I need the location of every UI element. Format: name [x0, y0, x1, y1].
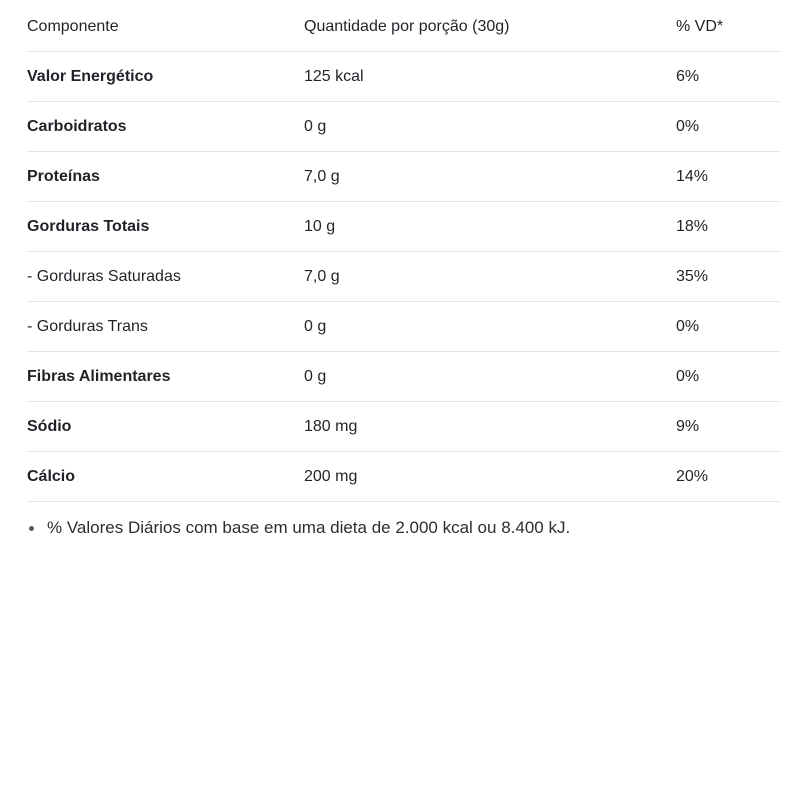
bullet-icon — [29, 526, 34, 531]
row-daily-value: 0% — [676, 352, 780, 402]
row-daily-value: 9% — [676, 402, 780, 452]
row-daily-value: 35% — [676, 252, 780, 302]
row-component: - Gorduras Saturadas — [27, 252, 304, 302]
row-daily-value: 20% — [676, 452, 780, 502]
row-amount: 7,0 g — [304, 252, 676, 302]
header-amount: Quantidade por porção (30g) — [304, 2, 676, 52]
table-row — [27, 52, 780, 102]
footnote-list — [27, 518, 570, 538]
row-daily-value: 0% — [676, 102, 780, 152]
table-body — [27, 52, 780, 502]
table-header — [27, 2, 780, 52]
table-row — [27, 202, 780, 252]
table-row — [27, 102, 780, 152]
header-component: Componente — [27, 2, 304, 52]
header-row — [27, 2, 780, 52]
row-amount: 180 mg — [304, 402, 676, 452]
table-row — [27, 352, 780, 402]
row-amount: 200 mg — [304, 452, 676, 502]
row-component: Carboidratos — [27, 102, 304, 152]
row-daily-value: 18% — [676, 202, 780, 252]
row-component: Sódio — [27, 402, 304, 452]
row-component: Valor Energético — [27, 52, 304, 102]
row-amount: 0 g — [304, 352, 676, 402]
nutrition-table — [27, 2, 780, 502]
row-daily-value: 0% — [676, 302, 780, 352]
row-amount: 10 g — [304, 202, 676, 252]
table-row — [27, 252, 780, 302]
row-amount: 7,0 g — [304, 152, 676, 202]
row-component: - Gorduras Trans — [27, 302, 304, 352]
row-component: Gorduras Totais — [27, 202, 304, 252]
row-component: Proteínas — [27, 152, 304, 202]
row-component: Fibras Alimentares — [27, 352, 304, 402]
table-row — [27, 302, 780, 352]
table-row — [27, 452, 780, 502]
footnote-text: % Valores Diários com base em uma dieta de 2.000 kcal ou 8.400 kJ. — [47, 518, 571, 537]
row-component: Cálcio — [27, 452, 304, 502]
row-daily-value: 14% — [676, 152, 780, 202]
footnote-item — [27, 518, 570, 538]
row-amount: 0 g — [304, 302, 676, 352]
table-row — [27, 402, 780, 452]
row-amount: 0 g — [304, 102, 676, 152]
table-row — [27, 152, 780, 202]
header-daily-value: % VD* — [676, 2, 780, 52]
row-daily-value: 6% — [676, 52, 780, 102]
row-amount: 125 kcal — [304, 52, 676, 102]
